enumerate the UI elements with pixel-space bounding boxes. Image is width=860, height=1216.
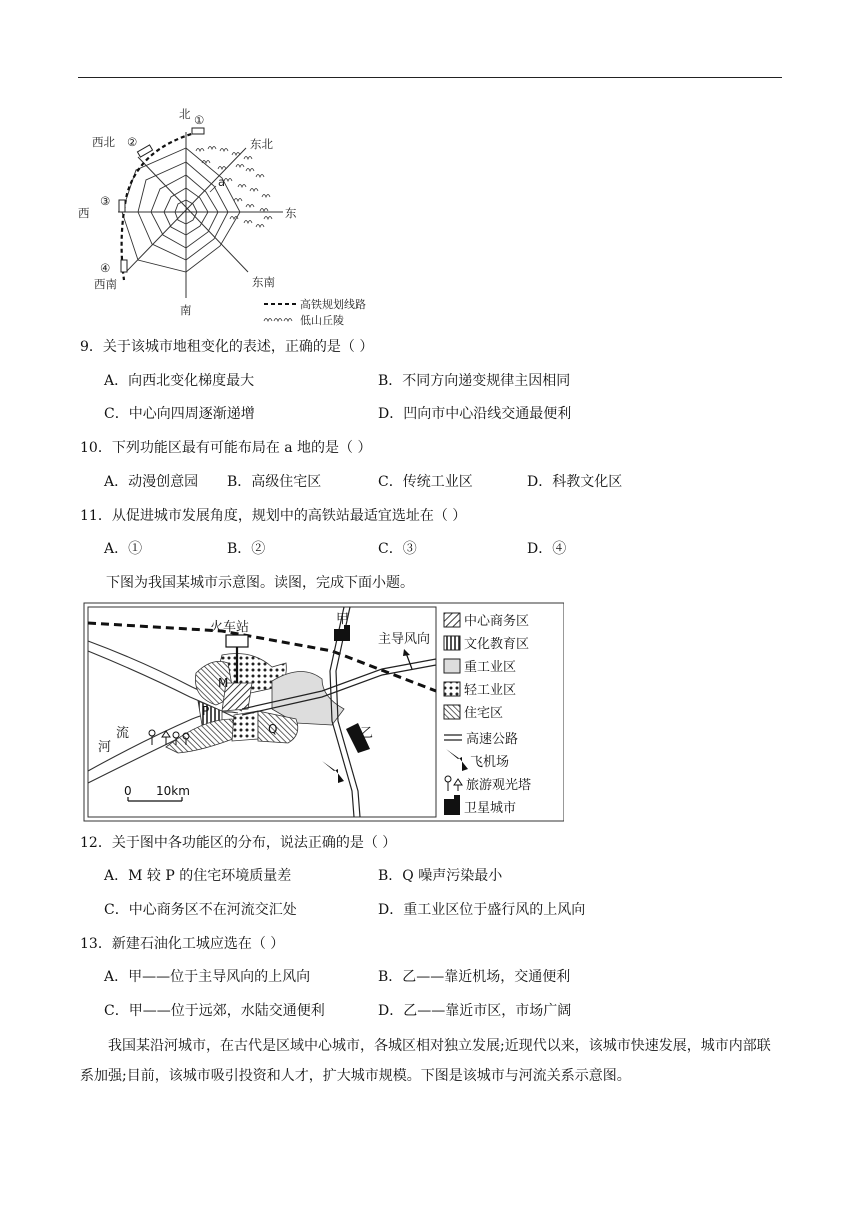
q11-option-b: B．② xyxy=(227,541,266,557)
q13-option-b: B．乙——靠近机场，交通便利 xyxy=(378,969,571,985)
q9-option-d: D．凹向市中心沿线交通最便利 xyxy=(378,406,572,422)
q10-option-c: C．传统工业区 xyxy=(378,474,473,490)
label-north: 北 xyxy=(179,107,191,121)
wind-label: 主导风向 xyxy=(378,632,431,647)
label-east: 东 xyxy=(285,206,297,220)
label-south: 南 xyxy=(180,303,192,317)
q9-option-b: B．不同方向递变规律主因相同 xyxy=(378,373,571,389)
q12-option-d: D．重工业区位于盛行风的上风向 xyxy=(378,902,586,918)
q10-option-a: A．动漫创意园 xyxy=(104,474,199,490)
q12-option-b: B．Q 噪声污染最小 xyxy=(378,868,503,884)
q12-option-a: A．M 较 P 的住宅环境质量差 xyxy=(104,868,292,884)
point-a-pointer xyxy=(210,186,216,192)
q11-option-a: A．① xyxy=(104,541,143,557)
city-zones-map xyxy=(82,601,564,823)
scale-zero: 0 xyxy=(124,784,132,798)
question-13-stem: 13．新建石油化工城应选在（ ） xyxy=(80,936,285,952)
legend-residential: 住宅区 xyxy=(464,706,504,721)
river-char-1: 河 xyxy=(98,740,112,755)
legend-hills-label: 低山丘陵 xyxy=(300,314,344,327)
passage-paragraph: 我国某沿河城市，在古代是区域中心城市，各城区相对独立发展;近现代以来，该城市快速发展，城市内部联系加强;目前，该城市吸引投资和人才，扩大城市规模。下图是该城市与河流关系示意图。 xyxy=(80,1038,771,1084)
label-m: M xyxy=(218,676,229,690)
label-southwest: 西南 xyxy=(94,277,117,291)
question-12-stem: 12．关于图中各功能区的分布，说法正确的是（ ） xyxy=(80,835,397,851)
intro-figure-2: 下图为我国某城市示意图。读图，完成下面小题。 xyxy=(106,575,414,591)
question-10-stem: 10．下列功能区最有可能布局在 a 地的是（ ） xyxy=(80,440,372,456)
planned-railway-line xyxy=(122,132,198,280)
q13-option-a: A．甲——位于主导风向的上风向 xyxy=(104,969,311,985)
label-q: Q xyxy=(268,722,278,736)
label-southeast: 东南 xyxy=(252,275,275,289)
site-mark-4: ④ xyxy=(100,261,111,275)
header-rule xyxy=(78,77,782,78)
legend-heavy-industry: 重工业区 xyxy=(464,660,517,675)
q12-option-c: C．中心商务区不在河流交汇处 xyxy=(104,902,297,918)
legend-highway: 高速公路 xyxy=(466,732,519,747)
q9-option-a: A．向西北变化梯度最大 xyxy=(104,373,255,389)
rent-polygons xyxy=(122,148,240,272)
site-mark-1: ① xyxy=(194,113,205,127)
legend-education: 文化教育区 xyxy=(464,637,530,652)
legend-cbd: 中心商务区 xyxy=(464,614,530,629)
rent-radar-figure xyxy=(78,102,398,332)
hills-area xyxy=(196,147,272,228)
station-box xyxy=(226,635,248,647)
scale-distance: 10km xyxy=(156,784,190,798)
satellite-yi-label: 乙 xyxy=(360,726,374,741)
label-northwest: 西北 xyxy=(92,135,115,149)
legend-railway-label: 高铁规划线路 xyxy=(300,298,366,311)
label-west: 西 xyxy=(78,206,90,220)
river-char-2: 流 xyxy=(116,726,130,741)
site-mark-3: ③ xyxy=(100,194,111,208)
q11-option-d: D．④ xyxy=(527,541,567,557)
q9-option-c: C．中心向四周逐渐递增 xyxy=(104,406,255,422)
q13-option-d: D．乙——靠近市区，市场广阔 xyxy=(378,1003,572,1019)
legend-satellite-town: 卫星城市 xyxy=(464,801,517,816)
q13-option-c: C．甲——位于远郊，水陆交通便利 xyxy=(104,1003,325,1019)
q10-option-d: D．科教文化区 xyxy=(527,474,623,490)
question-11-stem: 11．从促进城市发展角度，规划中的高铁站最适宜选址在（ ） xyxy=(80,508,467,524)
label-northeast: 东北 xyxy=(250,137,273,151)
direction-axes xyxy=(118,132,283,298)
legend-tower: 旅游观光塔 xyxy=(466,778,532,793)
satellite-jia-label: 甲 xyxy=(336,612,350,627)
point-a-label: a xyxy=(218,175,226,189)
legend-light-industry: 轻工业区 xyxy=(464,683,517,698)
question-9-stem: 9．关于该城市地租变化的表述，正确的是（ ） xyxy=(80,339,374,355)
q10-option-b: B．高级住宅区 xyxy=(227,474,322,490)
light-industry-zone-south xyxy=(232,711,258,741)
site-mark-2: ② xyxy=(127,135,138,149)
station-label: 火车站 xyxy=(210,620,250,635)
station-sites xyxy=(119,128,204,272)
q11-option-c: C．③ xyxy=(378,541,417,557)
label-p: P xyxy=(202,704,210,718)
legend-airport: 飞机场 xyxy=(470,755,510,770)
fig1-legend xyxy=(264,297,366,327)
